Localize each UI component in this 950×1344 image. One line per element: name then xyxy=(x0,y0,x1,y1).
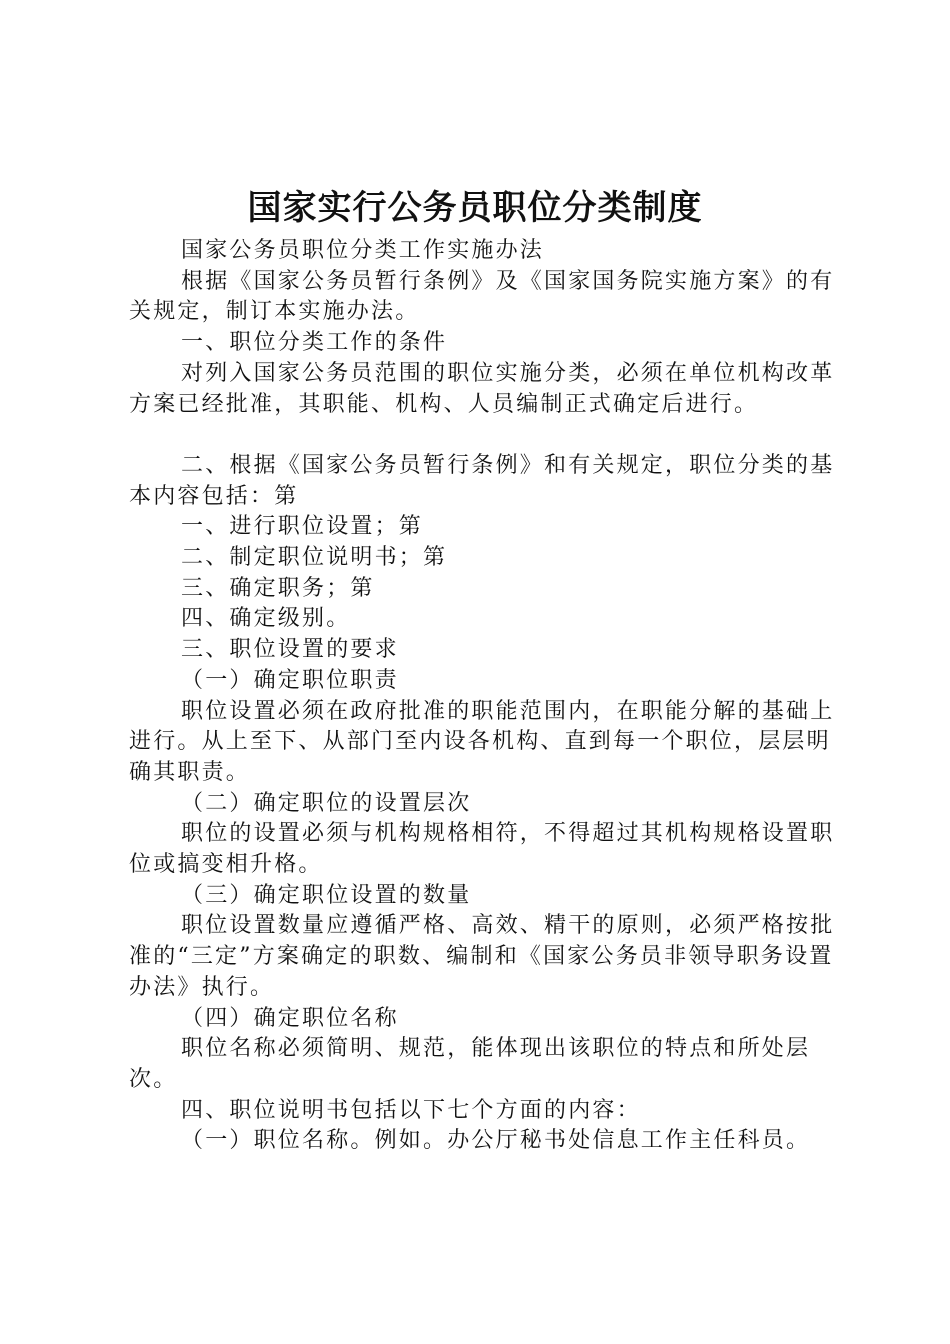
paragraph-item-4: 四、确定级别。 xyxy=(181,606,351,632)
paragraph-heading-3: 三、职位设置的要求 xyxy=(181,637,399,663)
document-body xyxy=(129,236,841,1157)
paragraph-levels: 职位的设置必须与机构规格相符，不得超过其机构规格设置职位或搞变相升格。 xyxy=(129,821,835,878)
paragraph-heading-2: 二、根据《国家公务员暂行条例》和有关规定，职位分类的基本内容包括：第 xyxy=(129,452,835,509)
paragraph-basis: 根据《国家公务员暂行条例》及《国家国务院实施方案》的有关规定，制订本实施办法。 xyxy=(129,268,835,325)
paragraph-quantity: 职位设置数量应遵循严格、高效、精干的原则，必须严格按批准的“三定”方案确定的职数、编制和《国家公务员非领导职务设置办法》执行。 xyxy=(129,913,835,1000)
document-title: 国家实行公务员职位分类制度 xyxy=(247,188,703,228)
paragraph-subheading-1: （一）确定职位职责 xyxy=(181,667,399,693)
paragraph-heading-1: 一、职位分类工作的条件 xyxy=(181,330,448,356)
paragraph-position-name: （一）职位名称。例如。办公厅秘书处信息工作主任科员。 xyxy=(181,1128,811,1154)
paragraph-item-2: 二、制定职位说明书；第 xyxy=(181,545,448,571)
paragraph-heading-4: 四、职位说明书包括以下七个方面的内容： xyxy=(181,1097,641,1123)
paragraph-item-3: 三、确定职务；第 xyxy=(181,575,375,601)
paragraph-item-1: 一、进行职位设置；第 xyxy=(181,514,424,540)
paragraph-subtitle: 国家公务员职位分类工作实施办法 xyxy=(181,238,545,263)
paragraph-subheading-3: （三）确定职位设置的数量 xyxy=(181,882,472,908)
paragraph-conditions: 对列入国家公务员范围的职位实施分类，必须在单位机构改革方案已经批准，其职能、机构、人员编制正式确定后进行。 xyxy=(129,360,835,417)
paragraph-duties: 职位设置必须在政府批准的职能范围内，在职能分解的基础上进行。从上至下、从部门至内设各机构、直到每一个职位，层层明确其职责。 xyxy=(129,698,835,785)
paragraph-subheading-2: （二）确定职位的设置层次 xyxy=(181,790,472,816)
paragraph-names: 职位名称必须简明、规范，能体现出该职位的特点和所处层次。 xyxy=(129,1036,811,1092)
paragraph-subheading-4: （四）确定职位名称 xyxy=(181,1005,399,1031)
